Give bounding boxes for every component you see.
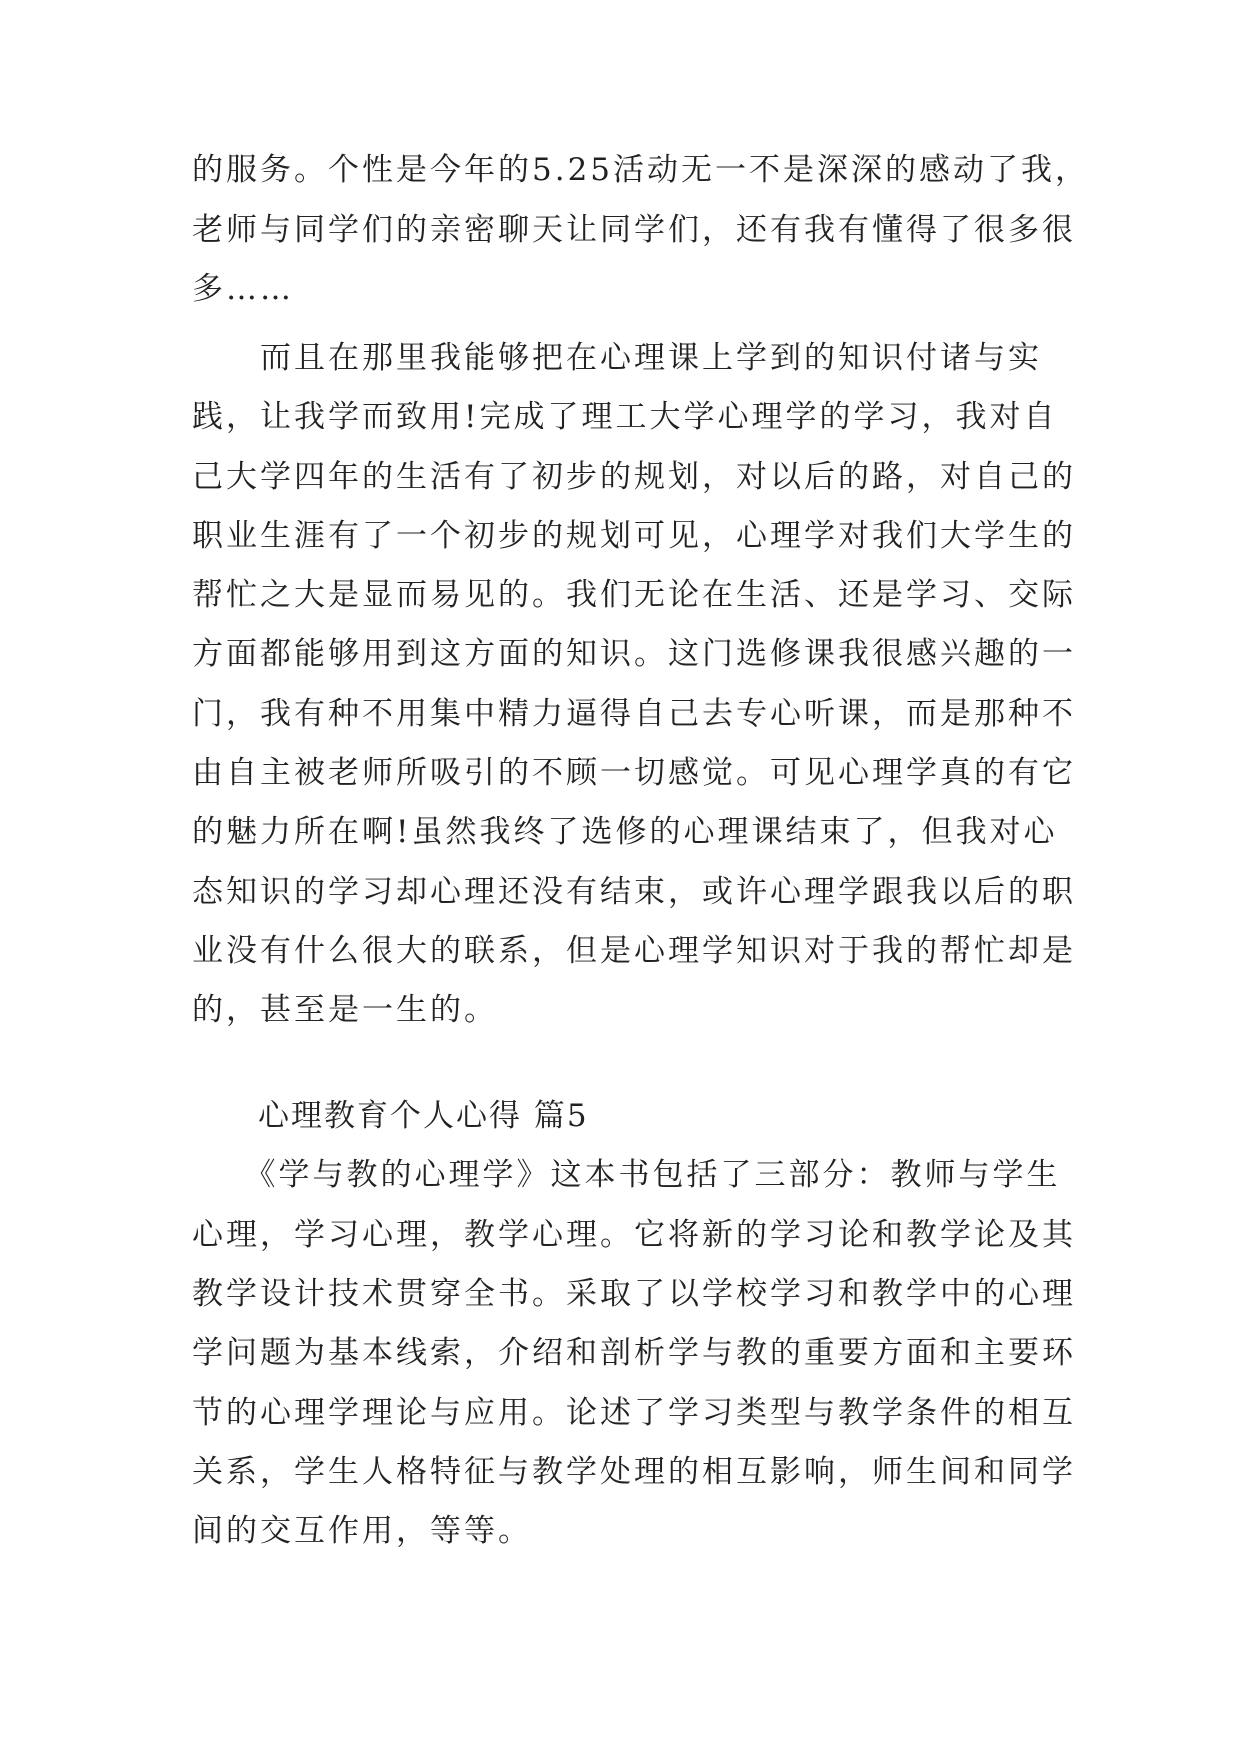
- text-line: 关系，学生人格特征与教学处理的相互影响，师生间和同学: [192, 1454, 1076, 1490]
- text-line: 方面都能够用到这方面的知识。这门选修课我很感兴趣的一: [192, 636, 1076, 672]
- text-line: 门，我有种不用集中精力逼得自己去专心听课，而是那种不: [192, 696, 1076, 732]
- text-line: 心理，学习心理，教学心理。它将新的学习论和教学论及其: [192, 1217, 1076, 1253]
- section-heading: 心理教育个人心得 篇5: [192, 1098, 589, 1134]
- text-line: 间的交互作用，等等。: [192, 1513, 532, 1549]
- text-line: 《学与教的心理学》这本书包括了三部分：教师与学生: [192, 1157, 1061, 1193]
- text-line: 的魅力所在啊!虽然我终了选修的心理课结束了，但我对心: [192, 814, 1058, 850]
- text-line: 老师与同学们的亲密聊天让同学们，还有我有懂得了很多很: [192, 212, 1076, 248]
- text-line: 节的心理学理论与应用。论述了学习类型与教学条件的相互: [192, 1395, 1076, 1431]
- text-line: 帮忙之大是显而易见的。我们无论在生活、还是学习、交际: [192, 577, 1076, 613]
- text-line: 态知识的学习却心理还没有结束，或许心理学跟我以后的职: [192, 874, 1076, 910]
- text-line: 己大学四年的生活有了初步的规划，对以后的路，对自己的: [192, 459, 1076, 495]
- text-line: 践，让我学而致用!完成了理工大学心理学的学习，我对自: [192, 399, 1058, 435]
- text-line: 的服务。个性是今年的5.25活动无一不是深深的感动了我，: [192, 152, 1090, 188]
- text-line: 学问题为基本线索，介绍和剖析学与教的重要方面和主要环: [192, 1335, 1076, 1371]
- text-line: 的，甚至是一生的。: [192, 992, 498, 1028]
- text-line: 多……: [192, 271, 294, 307]
- text-line: 职业生涯有了一个初步的规划可见，心理学对我们大学生的: [192, 518, 1076, 554]
- text-line: 由自主被老师所吸引的不顾一切感觉。可见心理学真的有它: [192, 755, 1076, 791]
- text-line: 业没有什么很大的联系，但是心理学知识对于我的帮忙却是: [192, 933, 1076, 969]
- text-line: 而且在那里我能够把在心理课上学到的知识付诸与实: [192, 340, 1042, 376]
- text-line: 教学设计技术贯穿全书。采取了以学校学习和教学中的心理: [192, 1276, 1076, 1312]
